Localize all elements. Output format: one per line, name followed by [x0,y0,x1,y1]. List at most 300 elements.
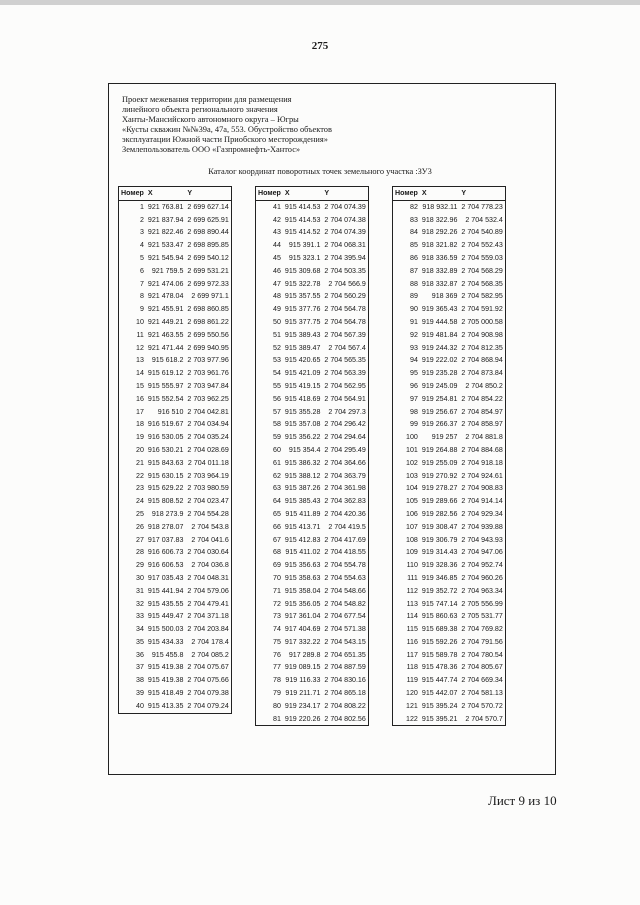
x-coordinate-cell: 915 441.94 [147,586,184,595]
table-row [256,406,369,419]
y-coordinate-cell: 2 704 568.35 [461,279,503,288]
y-coordinate-cell: 2 704 361.98 [324,484,366,493]
table-row [393,649,506,662]
y-coordinate-cell: 2 704 364.66 [324,458,366,467]
table-row [393,482,506,495]
x-coordinate-cell: 919 306.79 [421,535,458,544]
table-row [119,495,232,508]
x-coordinate-cell: 915 386.32 [284,458,321,467]
x-coordinate-cell: 915 413.71 [284,522,321,531]
table-row [393,700,506,713]
y-coordinate-cell: 2 704 030.64 [187,548,229,557]
table-row [393,367,506,380]
point-number-cell: 37 [136,663,144,672]
point-number-cell: 57 [273,407,281,416]
y-coordinate-cell: 2 699 972.33 [187,279,229,288]
y-coordinate-cell: 2 704 420.36 [324,509,366,518]
x-coordinate-cell: 917 289.8 [288,650,321,659]
x-coordinate-cell: 915 356.05 [284,599,321,608]
table-row [256,623,369,636]
x-coordinate-cell: 921 455.91 [147,305,184,314]
point-number-cell: 18 [136,420,144,429]
y-coordinate-cell: 2 704 924.61 [461,471,503,480]
table-row [119,444,232,457]
point-number-cell: 102 [406,458,418,467]
table-row [119,521,232,534]
y-coordinate-cell: 2 704 418.55 [324,548,366,557]
x-coordinate-cell: 919 244.32 [421,343,458,352]
y-coordinate-cell: 2 704 554.78 [324,561,366,570]
x-coordinate-cell: 918 321.82 [421,241,458,250]
point-number-cell: 80 [273,701,281,710]
y-coordinate-cell: 2 704 503.35 [324,266,366,275]
table-row [119,393,232,406]
table-row [256,342,369,355]
y-coordinate-cell: 2 704 868.94 [461,356,503,365]
x-coordinate-cell: 915 630.15 [147,471,184,480]
table-row [393,393,506,406]
y-coordinate-cell: 2 704 417.69 [324,535,366,544]
table-row [393,278,506,291]
x-coordinate-cell: 915 555.97 [147,381,184,390]
point-number-cell: 87 [410,266,418,275]
x-coordinate-cell: 915 411.02 [285,548,321,557]
y-coordinate-cell: 2 705 531.77 [461,612,503,621]
point-number-cell: 112 [406,586,418,595]
header-line: Землепользователь ООО «Газпромнефть-Хантос» [122,145,301,154]
y-coordinate-cell: 2 704 943.93 [461,535,503,544]
x-coordinate-cell: 915 309.68 [284,266,321,275]
x-coordinate-cell: 919 278.27 [421,484,458,493]
table-row [256,636,369,649]
x-coordinate-cell: 915 385.43 [284,497,321,506]
point-number-cell: 89 [410,292,418,301]
x-coordinate-cell: 919 264.88 [421,445,458,454]
point-number-cell: 19 [136,433,144,442]
x-coordinate-cell: 916 606.53 [147,561,184,570]
point-number-cell: 59 [273,433,281,442]
table-header-row [256,187,369,201]
x-coordinate-cell: 915 860.63 [421,612,458,621]
y-coordinate-cell: 2 704 178.4 [191,637,229,646]
point-number-cell: 109 [406,548,418,557]
table-row [256,431,369,444]
x-coordinate-cell: 915 418.69 [284,394,321,403]
point-number-cell: 51 [273,330,281,339]
table-row [256,239,369,252]
point-number-cell: 54 [273,369,281,378]
x-coordinate-cell: 917 404.69 [284,625,321,634]
x-coordinate-cell: 915 414.52 [284,228,321,237]
table-header-row [393,187,506,201]
point-number-cell: 15 [136,381,144,390]
table-row [393,495,506,508]
point-number-cell: 4 [139,241,144,250]
table-row [119,239,232,252]
table-row [393,226,506,239]
x-coordinate-cell: 915 442.07 [421,689,458,698]
y-coordinate-cell: 2 704 854.97 [461,407,503,416]
y-coordinate-cell: 2 703 961.76 [187,369,229,378]
x-coordinate-cell: 915 419.38 [147,663,184,672]
table-row [119,290,232,303]
table-row [393,585,506,598]
table-row [393,342,506,355]
point-number-cell: 73 [273,612,281,621]
point-number-cell: 116 [406,637,418,646]
y-coordinate-cell: 2 704 865.18 [324,689,366,698]
x-coordinate-cell: 915 388.12 [284,471,321,480]
y-coordinate-cell: 2 704 479.41 [187,599,229,608]
x-coordinate-cell: 915 377.75 [284,317,321,326]
table-row [119,661,232,674]
point-number-cell: 8 [139,292,144,301]
y-coordinate-cell: 2 704 939.88 [461,522,503,531]
table-row [256,214,369,227]
x-coordinate-cell: 918 273.9 [151,509,184,518]
x-coordinate-cell: 921 533.47 [147,241,184,250]
table-row [256,508,369,521]
header-line: эксплуатации Южной части Приобского месторождения» [122,135,328,144]
point-number-cell: 28 [136,548,144,557]
table-row [119,534,232,547]
point-number-cell: 100 [406,433,418,442]
y-coordinate-cell: 2 704 581.13 [461,689,503,698]
table-row [119,508,232,521]
table-row [256,200,369,213]
y-coordinate-cell: 2 704 830.16 [324,676,366,685]
y-coordinate-cell: 2 704 802.56 [324,714,366,723]
point-number-cell: 122 [406,714,418,723]
table-row [256,367,369,380]
point-number-cell: 3 [139,228,144,237]
table-row [256,674,369,687]
point-number-cell: 63 [273,484,281,493]
y-coordinate-cell: 2 699 625.91 [187,215,229,224]
x-coordinate-cell: 918 322.96 [421,215,458,224]
header-num: Номер [258,189,281,197]
point-number-cell: 75 [273,637,281,646]
y-coordinate-cell: 2 704 566.9 [328,279,366,288]
point-number-cell: 121 [406,701,418,710]
point-number-cell: 84 [410,228,418,237]
table-row [256,303,369,316]
table-row [256,444,369,457]
project-header [122,95,542,155]
y-coordinate-cell: 2 704 881.8 [465,433,503,442]
y-coordinate-cell: 2 704 560.29 [324,292,366,301]
x-coordinate-cell: 919 308.47 [421,522,458,531]
table-row [119,623,232,636]
table-row [119,649,232,662]
y-coordinate-cell: 2 704 079.24 [187,701,229,710]
point-number-cell: 48 [273,292,281,301]
point-number-cell: 70 [273,573,281,582]
table-row [393,303,506,316]
x-coordinate-cell: 915 447.74 [421,676,458,685]
y-coordinate-cell: 2 698 890.44 [187,228,229,237]
y-coordinate-cell: 2 704 034.94 [187,420,229,429]
table-row [256,329,369,342]
y-coordinate-cell: 2 704 075.66 [187,676,229,685]
point-number-cell: 99 [410,420,418,429]
y-coordinate-cell: 2 704 567.39 [324,330,366,339]
table-row [119,431,232,444]
y-coordinate-cell: 2 704 929.34 [461,509,503,518]
y-coordinate-cell: 2 703 964.19 [187,471,229,480]
x-coordinate-cell: 915 449.47 [147,612,184,621]
table-row [393,546,506,559]
y-coordinate-cell: 2 704 947.06 [461,548,503,557]
y-coordinate-cell: 2 704 808.22 [324,701,366,710]
y-coordinate-cell: 2 704 850.2 [465,381,503,390]
table-row [119,252,232,265]
point-number-cell: 16 [136,394,144,403]
y-coordinate-cell: 2 704 564.78 [324,317,366,326]
point-number-cell: 96 [410,381,418,390]
point-number-cell: 91 [410,317,418,326]
table-row [393,508,506,521]
x-coordinate-cell: 919 234.17 [284,701,321,710]
point-number-cell: 6 [139,266,144,275]
y-coordinate-cell: 2 704 036.8 [191,561,229,570]
y-coordinate-cell: 2 704 295.49 [324,445,366,454]
y-coordinate-cell: 2 704 908.98 [461,330,503,339]
point-number-cell: 82 [410,202,418,211]
table-row [256,393,369,406]
table-row [256,470,369,483]
point-number-cell: 38 [136,676,144,685]
y-coordinate-cell: 2 704 028.69 [187,445,229,454]
point-number-cell: 107 [406,522,418,531]
table-row [256,713,369,726]
x-coordinate-cell: 915 356.63 [284,561,321,570]
point-number-cell: 79 [273,689,281,698]
point-number-cell: 52 [273,343,281,352]
y-coordinate-cell: 2 704 085.2 [191,650,229,659]
y-coordinate-cell: 2 703 947.84 [187,381,229,390]
y-coordinate-cell: 2 704 565.35 [324,356,366,365]
y-coordinate-cell: 2 704 769.82 [461,625,503,634]
point-number-cell: 65 [273,509,281,518]
point-number-cell: 10 [136,317,144,326]
y-coordinate-cell: 2 704 543.8 [191,522,229,531]
point-number-cell: 105 [406,497,418,506]
x-coordinate-cell: 915 389.43 [284,330,321,339]
x-coordinate-cell: 919 352.72 [421,586,458,595]
table-row [393,610,506,623]
point-number-cell: 13 [136,356,144,365]
point-number-cell: 30 [136,573,144,582]
x-coordinate-cell: 915 689.38 [421,625,458,634]
x-coordinate-cell: 921 763.81 [147,202,184,211]
x-coordinate-cell: 919 254.81 [421,394,458,403]
table-row [256,700,369,713]
x-coordinate-cell: 921 463.55 [147,330,184,339]
table-row [393,406,506,419]
y-coordinate-cell: 2 704 540.89 [461,228,503,237]
x-coordinate-cell: 915 358.63 [284,573,321,582]
table-row [119,200,232,213]
table-row [393,636,506,649]
y-coordinate-cell: 2 704 791.56 [461,637,503,646]
x-coordinate-cell: 915 391.1 [288,241,321,250]
table-row [393,316,506,329]
point-number-cell: 61 [273,458,281,467]
point-number-cell: 71 [273,586,281,595]
x-coordinate-cell: 915 354.4 [288,445,321,454]
point-number-cell: 60 [273,445,281,454]
table-row [119,482,232,495]
point-number-cell: 44 [273,241,281,250]
y-coordinate-cell: 2 704 363.79 [324,471,366,480]
point-number-cell: 1 [139,202,144,211]
point-number-cell: 76 [273,650,281,659]
table-row [119,265,232,278]
table-row [393,380,506,393]
x-coordinate-cell: 918 932.11 [422,202,458,211]
page-number: 275 [311,40,329,52]
header-line: Ханты-Мансийского автономного округа – Югры [122,115,299,124]
table-row [256,252,369,265]
x-coordinate-cell: 915 414.53 [284,215,321,224]
point-number-cell: 53 [273,356,281,365]
x-coordinate-cell: 919 328.36 [421,561,458,570]
table-row [393,713,506,726]
table-row [393,470,506,483]
point-number-cell: 118 [406,663,418,672]
x-coordinate-cell: 916 519.67 [147,420,184,429]
x-coordinate-cell: 916 606.73 [147,548,184,557]
point-number-cell: 36 [136,650,144,659]
y-coordinate-cell: 2 704 395.94 [324,253,366,262]
table-row [393,265,506,278]
point-number-cell: 74 [273,625,281,634]
x-coordinate-cell: 915 747.14 [421,599,458,608]
table-row [119,316,232,329]
x-coordinate-cell: 919 289.66 [421,497,458,506]
catalog-caption: Каталог координат поворотных точек земельного участка :ЗУ3 [208,167,432,176]
table-row [393,674,506,687]
y-coordinate-cell: 2 704 023.47 [187,497,229,506]
point-number-cell: 17 [136,407,144,416]
table-row [256,265,369,278]
point-number-cell: 97 [410,394,418,403]
table-row [119,585,232,598]
y-coordinate-cell: 2 698 861.22 [187,317,229,326]
y-coordinate-cell: 2 704 079.38 [187,689,229,698]
x-coordinate-cell: 915 413.35 [147,701,184,710]
y-coordinate-cell: 2 704 805.67 [461,663,503,672]
header-y: Y [187,189,193,197]
point-number-cell: 77 [273,663,281,672]
x-coordinate-cell: 921 822.46 [147,228,184,237]
x-coordinate-cell: 919 481.84 [421,330,458,339]
header-num: Номер [121,189,144,197]
x-coordinate-cell: 919 235.28 [421,369,458,378]
table-row [119,636,232,649]
table-row [119,226,232,239]
y-coordinate-cell: 2 699 940.95 [187,343,229,352]
point-number-cell: 50 [273,317,281,326]
y-coordinate-cell: 2 704 887.59 [324,663,366,672]
x-coordinate-cell: 915 455.8 [151,650,184,659]
table-row [119,380,232,393]
y-coordinate-cell: 2 698 895.85 [187,241,229,250]
table-row [393,252,506,265]
y-coordinate-cell: 2 704 068.31 [324,241,366,250]
x-coordinate-cell: 917 361.04 [284,612,321,621]
point-number-cell: 9 [139,305,144,314]
table-row [256,610,369,623]
table-row [256,521,369,534]
x-coordinate-cell: 919 257 [431,433,458,442]
table-row [256,598,369,611]
x-coordinate-cell: 915 377.76 [284,305,321,314]
point-number-cell: 20 [136,445,144,454]
x-coordinate-cell: 915 357.55 [284,292,321,301]
table-row [256,687,369,700]
y-coordinate-cell: 2 704 011.18 [187,458,229,467]
table-row [119,700,232,713]
table-row [256,354,369,367]
point-number-cell: 68 [273,548,281,557]
point-number-cell: 88 [410,279,418,288]
point-number-cell: 101 [406,445,418,454]
point-number-cell: 29 [136,561,144,570]
point-number-cell: 49 [273,305,281,314]
y-coordinate-cell: 2 704 362.83 [324,497,366,506]
y-coordinate-cell: 2 699 540.12 [187,253,229,262]
y-coordinate-cell: 2 704 591.92 [461,305,503,314]
table-row [119,687,232,700]
y-coordinate-cell: 2 705 556.99 [461,599,503,608]
table-row [393,534,506,547]
point-number-cell: 113 [406,599,418,608]
point-number-cell: 47 [273,279,281,288]
x-coordinate-cell: 921 759.5 [151,266,184,275]
point-number-cell: 22 [136,471,144,480]
y-coordinate-cell: 2 704 564.78 [324,305,366,314]
y-coordinate-cell: 2 704 677.54 [324,612,366,621]
x-coordinate-cell: 919 222.02 [421,356,458,365]
x-coordinate-cell: 921 449.21 [147,317,184,326]
x-coordinate-cell: 915 843.63 [147,458,184,467]
point-number-cell: 108 [406,535,418,544]
point-number-cell: 46 [273,266,281,275]
y-coordinate-cell: 2 704 651.35 [324,650,366,659]
table-row [256,278,369,291]
y-coordinate-cell: 2 699 550.56 [187,330,229,339]
coordinates-table-2 [255,186,369,726]
y-coordinate-cell: 2 704 552.43 [461,241,503,250]
y-coordinate-cell: 2 704 579.06 [187,586,229,595]
y-coordinate-cell: 2 704 952.74 [461,561,503,570]
x-coordinate-cell: 915 592.26 [421,637,458,646]
point-number-cell: 7 [139,279,144,288]
table-row [256,316,369,329]
table-row [393,623,506,636]
point-number-cell: 56 [273,394,281,403]
table-row [393,572,506,585]
point-number-cell: 64 [273,497,281,506]
point-number-cell: 69 [273,561,281,570]
x-coordinate-cell: 919 245.09 [421,381,458,390]
y-coordinate-cell: 2 704 562.95 [324,381,366,390]
x-coordinate-cell: 915 323.1 [288,253,321,262]
table-row [119,457,232,470]
table-row [393,354,506,367]
